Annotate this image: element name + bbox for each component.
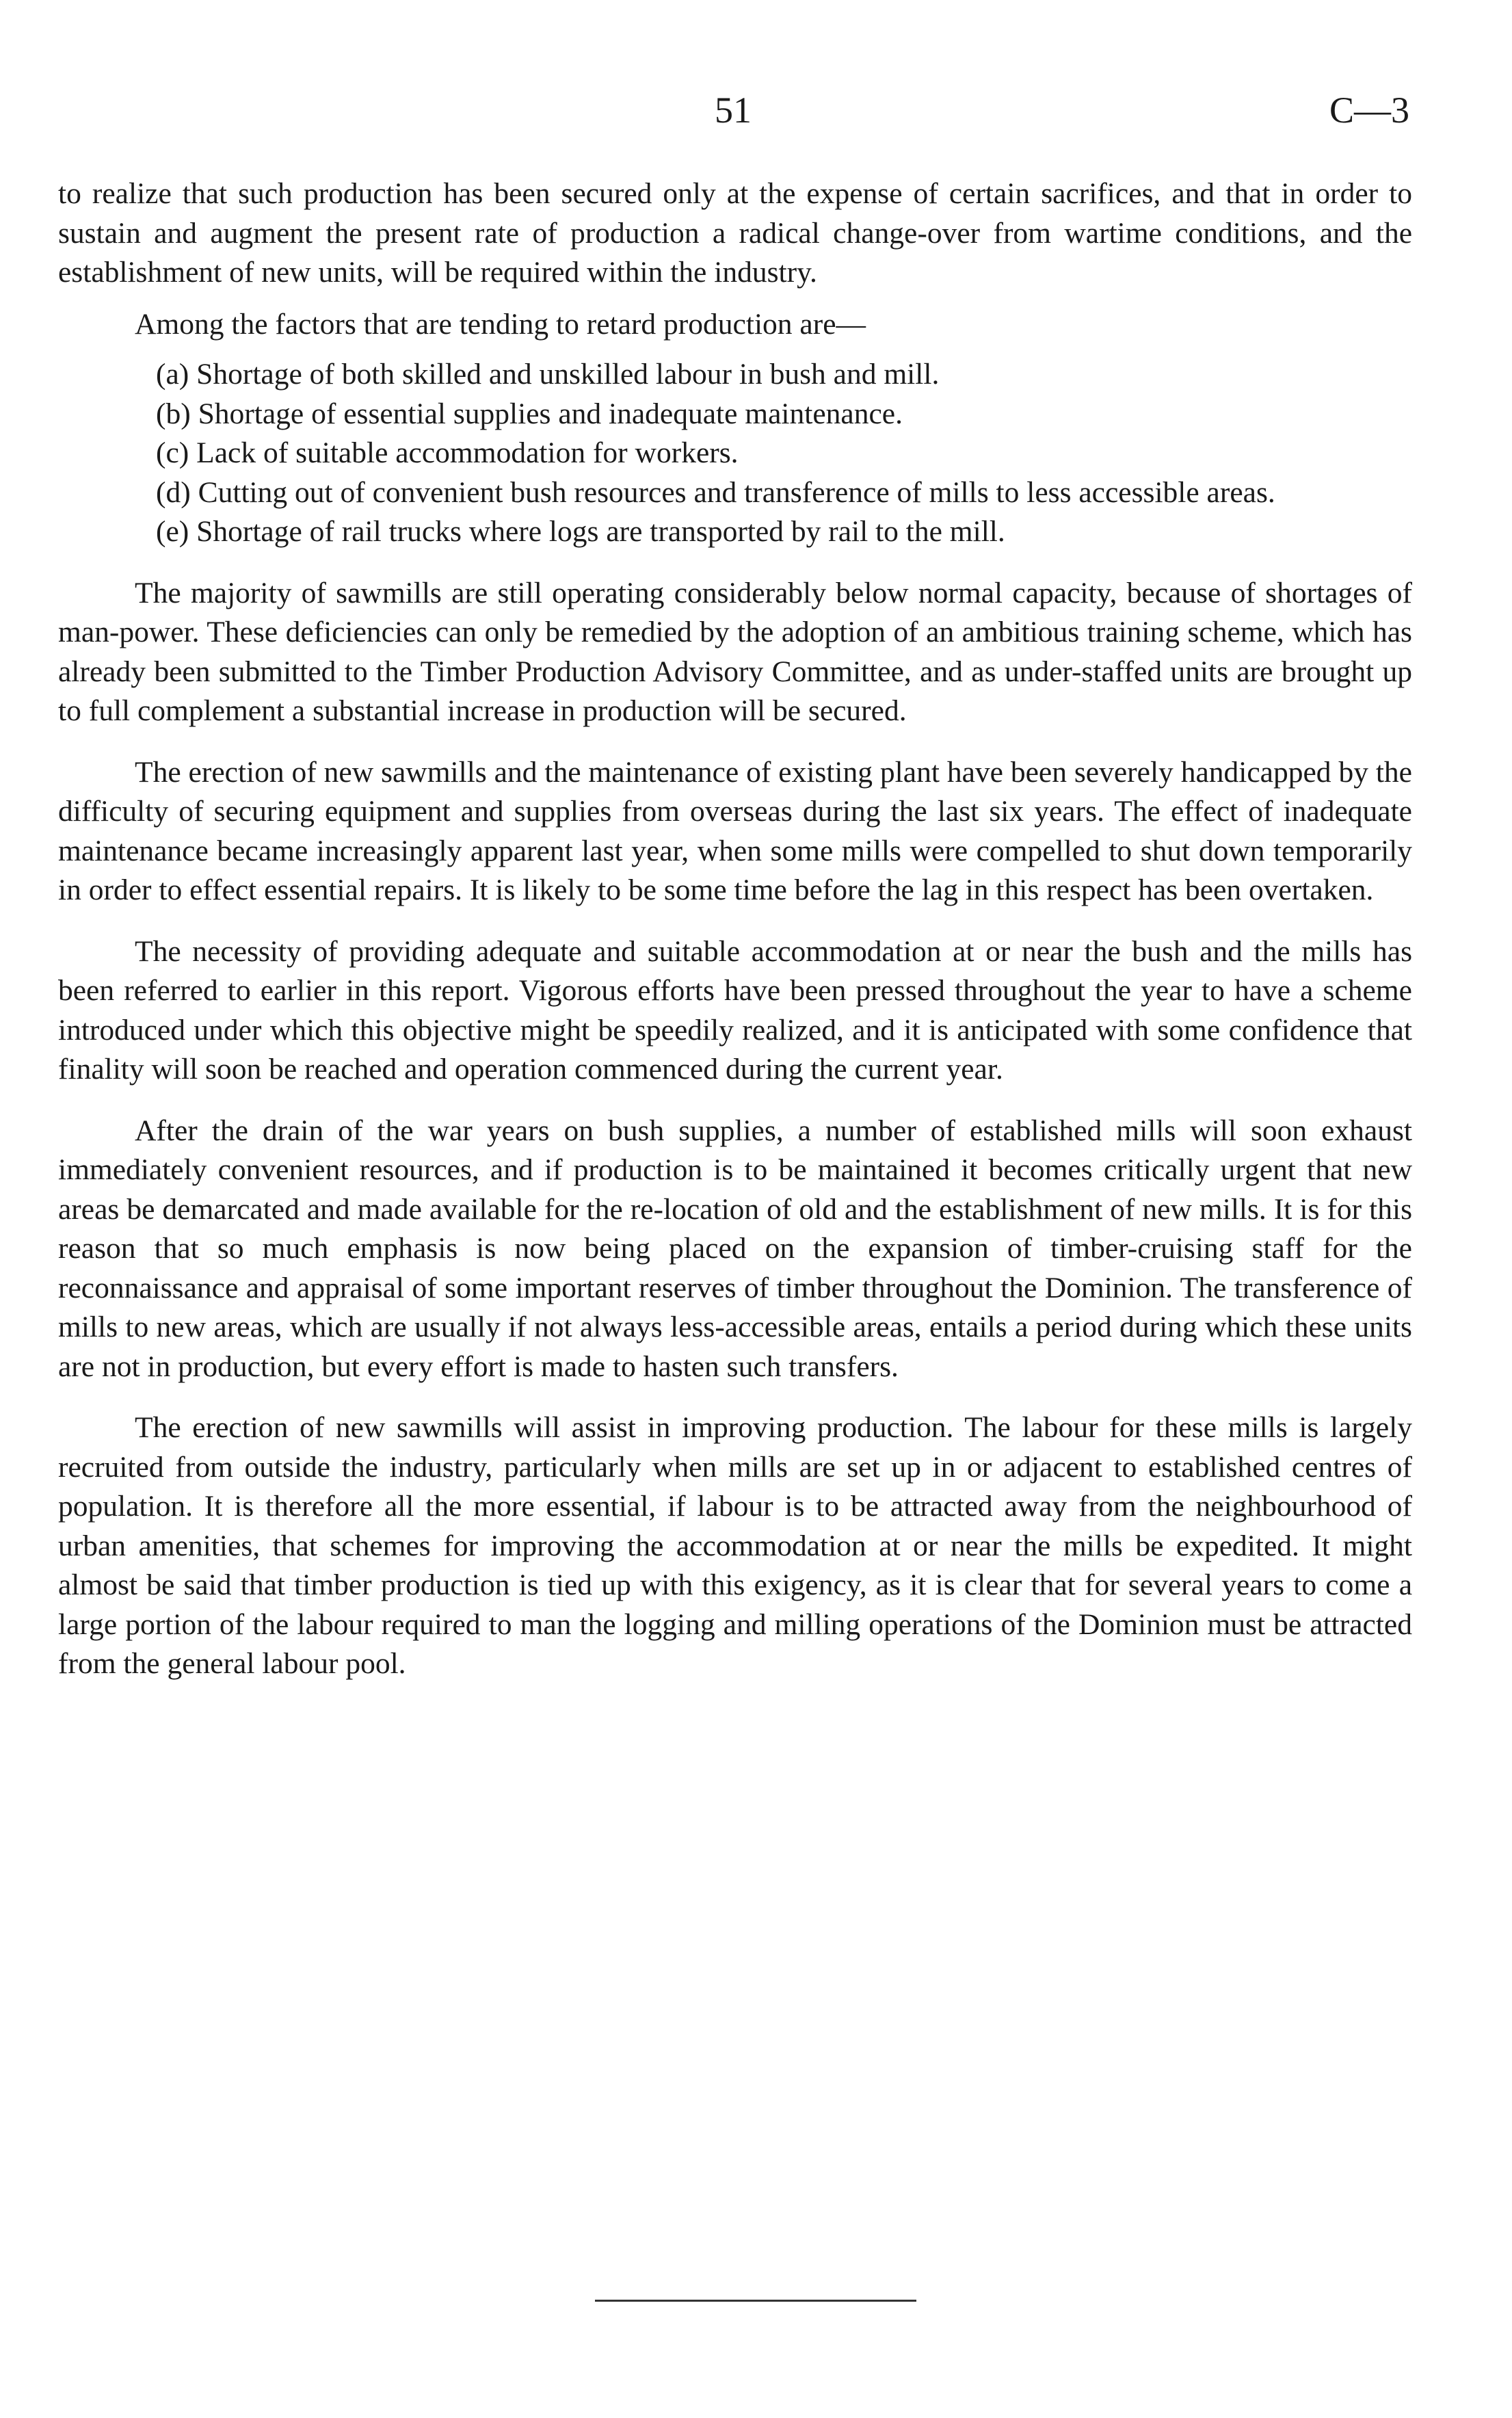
- list-item: (c) Lack of suitable accommodation for workers.: [156, 436, 739, 469]
- list-item: (d) Cutting out of convenient bush resources and transference of mills to less accessible areas.: [156, 475, 1275, 509]
- document-code: C—3: [1329, 90, 1409, 131]
- factors-intro: Among the factors that are tending to retard production are—: [135, 307, 866, 341]
- continuation-paragraph: to realize that such production has been secured only at the expense of certain sacrifices, and that in order to sustain and augment the present rate of production a radical change-over from wartime conditions, and the establishment of new units, will be required within the industry.: [58, 177, 1412, 289]
- factors-list: [58, 355, 1412, 552]
- page-number: 51: [715, 90, 752, 131]
- document-body: [58, 174, 1412, 1684]
- paragraph-maintenance: The erection of new sawmills and the maintenance of existing plant have been severely handicapped by the difficulty of securing equipment and supplies from overseas during the last six years. The effect of inadequate maintenance became increasingly apparent last year, when some mills were compelled to shut down temporarily in order to effect essential repairs. It is likely to be some time before the lag in this respect has been overtaken.: [58, 755, 1412, 906]
- closing-rule: [595, 2300, 916, 2302]
- paragraph-manpower: The majority of sawmills are still operating considerably below normal capacity, because of shortages of man-power. These deficiencies can only be remedied by the adoption of an ambitious training scheme, which has already been submitted to the Timber Production Advisory Committee, and as under-staffed units are brought up to full complement a substantial increase in production will be secured.: [58, 576, 1412, 727]
- paragraph-accommodation: The necessity of providing adequate and suitable accommodation at or near the bush and the mills has been referred to earlier in this report. Vigorous efforts have been pressed throughout the year to have a scheme introduced under which this objective might be speedily realized, and it is anticipated with some confidence that finality will soon be reached and operation commenced during the current year.: [58, 934, 1412, 1086]
- list-item: (b) Shortage of essential supplies and inadequate maintenance.: [156, 397, 903, 430]
- paragraph-bush-resources: After the drain of the war years on bush supplies, a number of established mills will soon exhaust immediately convenient resources, and if production is to be maintained it becomes critically urgent that new areas be demarcated and made available for the re-location of old and the establishment of new mills. It is for this reason that so much emphasis is now being placed on the expansion of timber-cruising staff for the reconnaissance and appraisal of some important reserves of timber throughout the Dominion. The transference of mills to new areas, which are usually if not always less-accessible areas, entails a period during which these units are not in production, but every effort is made to hasten such transfers.: [58, 1114, 1412, 1383]
- list-item: (a) Shortage of both skilled and unskilled labour in bush and mill.: [156, 358, 940, 391]
- paragraph-new-sawmills: The erection of new sawmills will assist in improving production. The labour for these mills is largely recruited from outside the industry, particularly when mills are set up in or adjacent to established centres of population. It is therefore all the more essential, if labour is to be attracted away from the neighbourhood of urban amenities, that schemes for improving the accommodation at or near the mills be expedited. It might almost be said that timber production is tied up with this exigency, as it is clear that for several years to come a large portion of the labour required to man the logging and milling operations of the Dominion must be attracted from the general labour pool.: [58, 1411, 1412, 1680]
- list-item: (e) Shortage of rail trucks where logs are transported by rail to the mill.: [156, 515, 1005, 548]
